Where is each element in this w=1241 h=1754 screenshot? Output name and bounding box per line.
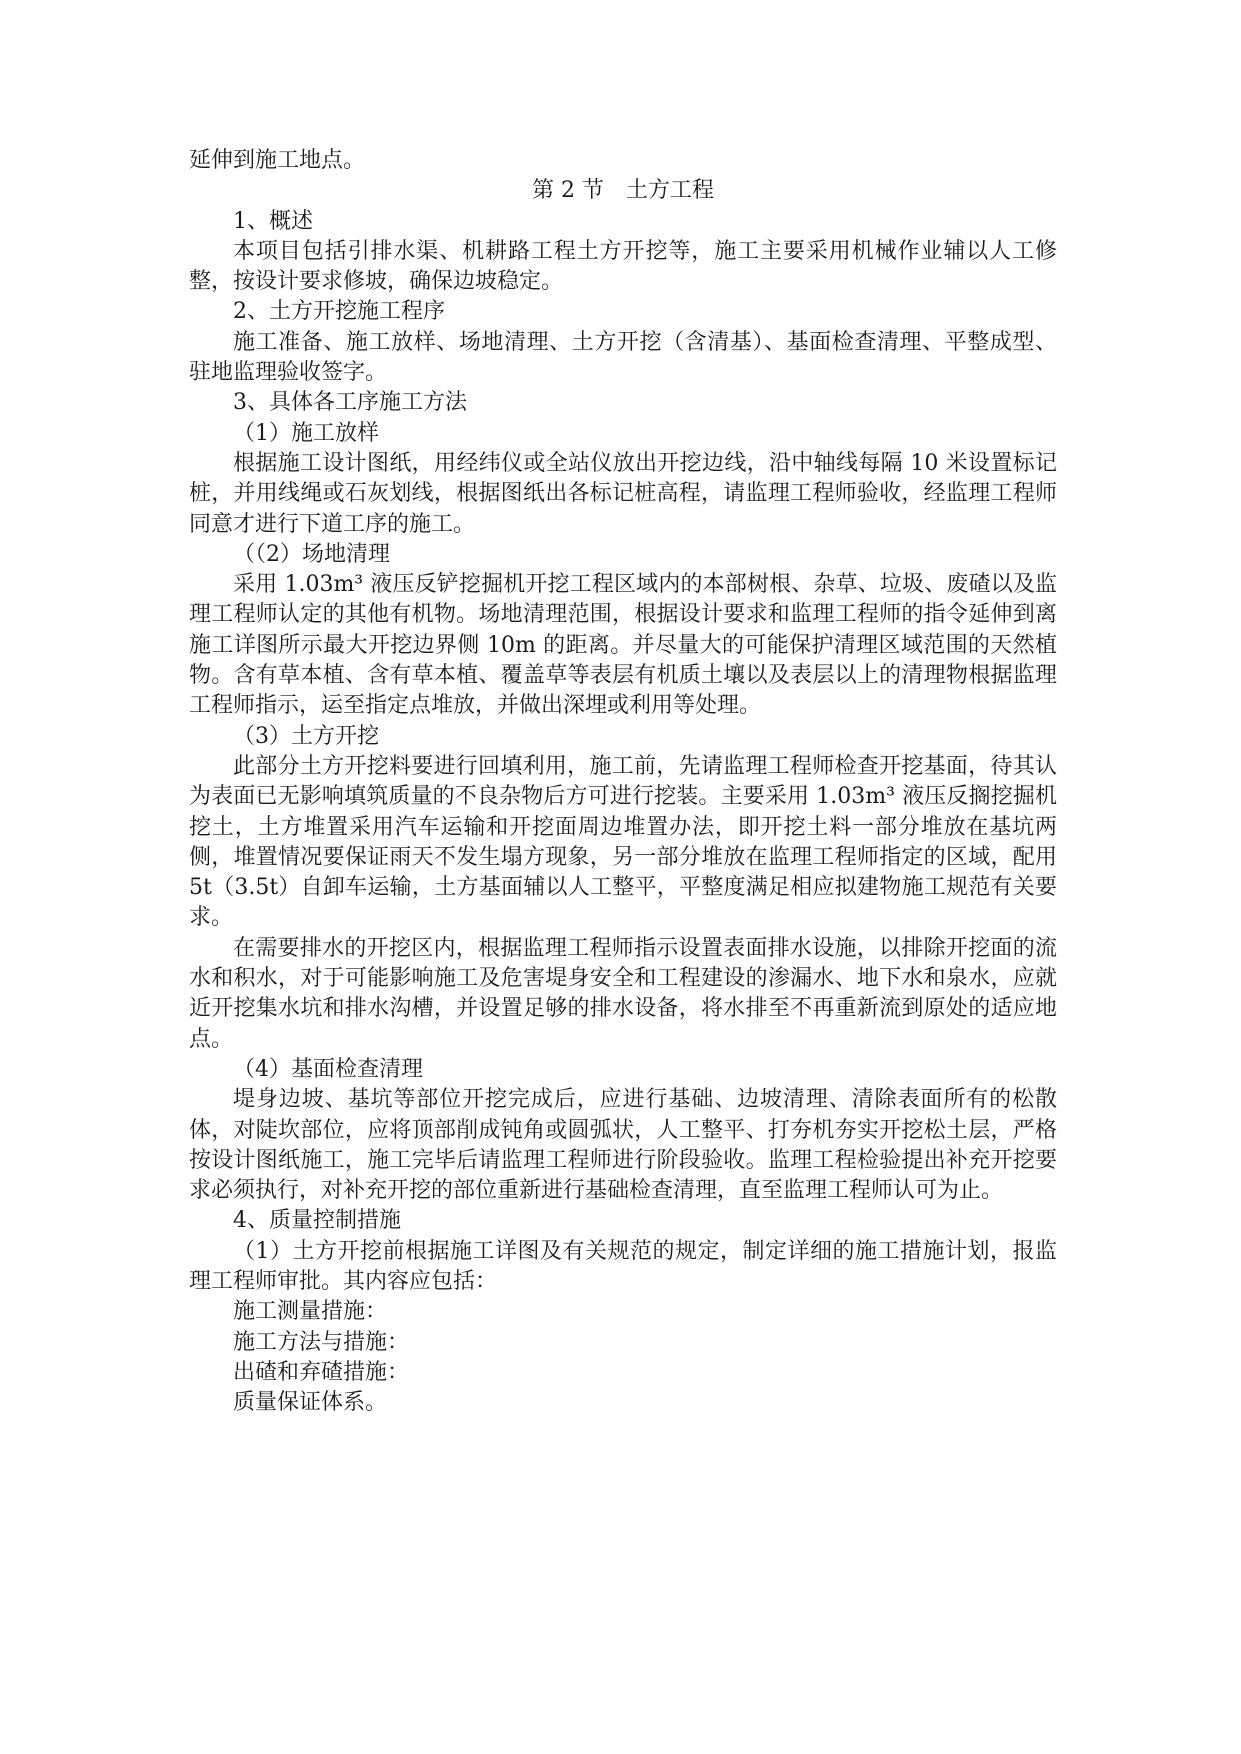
paragraph-excavation: 此部分土方开挖料要进行回填利用，施工前，先请监理工程师检查开挖基面，待其认为表面已无影响填筑质量的不良杂物后方可进行挖装。主要采用 1.03m³ 液压反搁挖掘机挖土，土方堆置采用汽车运输和开挖面周边堆置办法，即开挖土料一部分堆放在基坑两侧，堆置情况要保证雨天不发生塌方现象，另一部分堆放在监理工程师指定的区域，配用 5t（3.5t）自卸车运输，土方基面辅以人工整平，平整度满足相应拟建物施工规范有关要求。 bbox=[189, 753, 1057, 931]
heading-quality-control: 4、质量控制措施 bbox=[233, 1208, 401, 1234]
list-item-survey: 施工测量措施： bbox=[233, 1299, 388, 1325]
subheading-staking: （1）施工放样 bbox=[233, 420, 379, 446]
document-page bbox=[189, 146, 1057, 1418]
continuation-line: 延伸到施工地点。 bbox=[189, 148, 366, 173]
paragraph-overview: 本项目包括引排水渠、机耕路工程土方开挖等，施工主要采用机械作业辅以人工修整，按设计要求修坡，确保边坡稳定。 bbox=[189, 238, 1057, 295]
paragraph-base-inspection: 堤身边坡、基坑等部位开挖完成后，应进行基础、边坡清理、清除表面所有的松散体，对陡坎部位，应将顶部削成钝角或圆弧状，人工整平、打夯机夯实开挖松土层，严格按设计图纸施工，施工完毕后请监理工程师进行阶段验收。监理工程检验提出补充开挖要求必须执行，对补充开挖的部位重新进行基础检查清理，直至监理工程师认可为止。 bbox=[189, 1087, 1057, 1204]
list-item-spoil: 出碴和弃碴措施： bbox=[233, 1359, 410, 1385]
heading-overview: 1、概述 bbox=[233, 208, 313, 234]
subheading-clearing: （（2）场地清理 bbox=[233, 541, 390, 567]
paragraph-quality-plan: （1）土方开挖前根据施工详图及有关规范的规定，制定详细的施工措施计划，报监理工程师审批。其内容应包括： bbox=[189, 1238, 1057, 1294]
paragraph-procedure: 施工准备、施工放样、场地清理、土方开挖（含清基）、基面检查清理、平整成型、驻地监理验收签字。 bbox=[189, 329, 1057, 386]
heading-methods: 3、具体各工序施工方法 bbox=[233, 390, 467, 416]
heading-procedure: 2、土方开挖施工程序 bbox=[233, 299, 445, 325]
paragraph-drainage: 在需要排水的开挖区内，根据监理工程师指示设置表面排水设施，以排除开挖面的流水和积水，对于可能影响施工及危害堤身安全和工程建设的渗漏水、地下水和泉水，应就近开挖集水坑和排水沟槽，并设置足够的排水设备，将水排至不再重新流到原处的适应地点。 bbox=[189, 935, 1057, 1052]
subheading-excavation: （3）土方开挖 bbox=[233, 723, 379, 749]
list-item-quality-system: 质量保证体系。 bbox=[233, 1390, 388, 1416]
section-title: 第 2 节 土方工程 bbox=[532, 178, 714, 204]
subheading-base-inspection: （4）基面检查清理 bbox=[233, 1056, 423, 1082]
paragraph-clearing: 采用 1.03m³ 液压反铲挖掘机开挖工程区域内的本部树根、杂草、垃圾、废碴以及监理工程师认定的其他有机物。场地清理范围，根据设计要求和监理工程师的指令延伸到离施工详图所示最大开挖边界侧 10m 的距离。并尽量大的可能保护清理区域范围的天然植物。含有草本植、含有草本植、覆盖草等表层有机质土壤以及表层以上的清理物根据监理工程师指示，运至指定点堆放，并做出深埋或利用等处理。 bbox=[189, 572, 1057, 719]
list-item-methods: 施工方法与措施： bbox=[233, 1329, 410, 1355]
paragraph-staking: 根据施工设计图纸，用经纬仪或全站仪放出开挖边线，沿中轴线每隔 10 米设置标记桩，并用线绳或石灰划线，根据图纸出各标记桩高程，请监理工程师验收，经监理工程师同意才进行下道工序的施工。 bbox=[189, 450, 1057, 537]
